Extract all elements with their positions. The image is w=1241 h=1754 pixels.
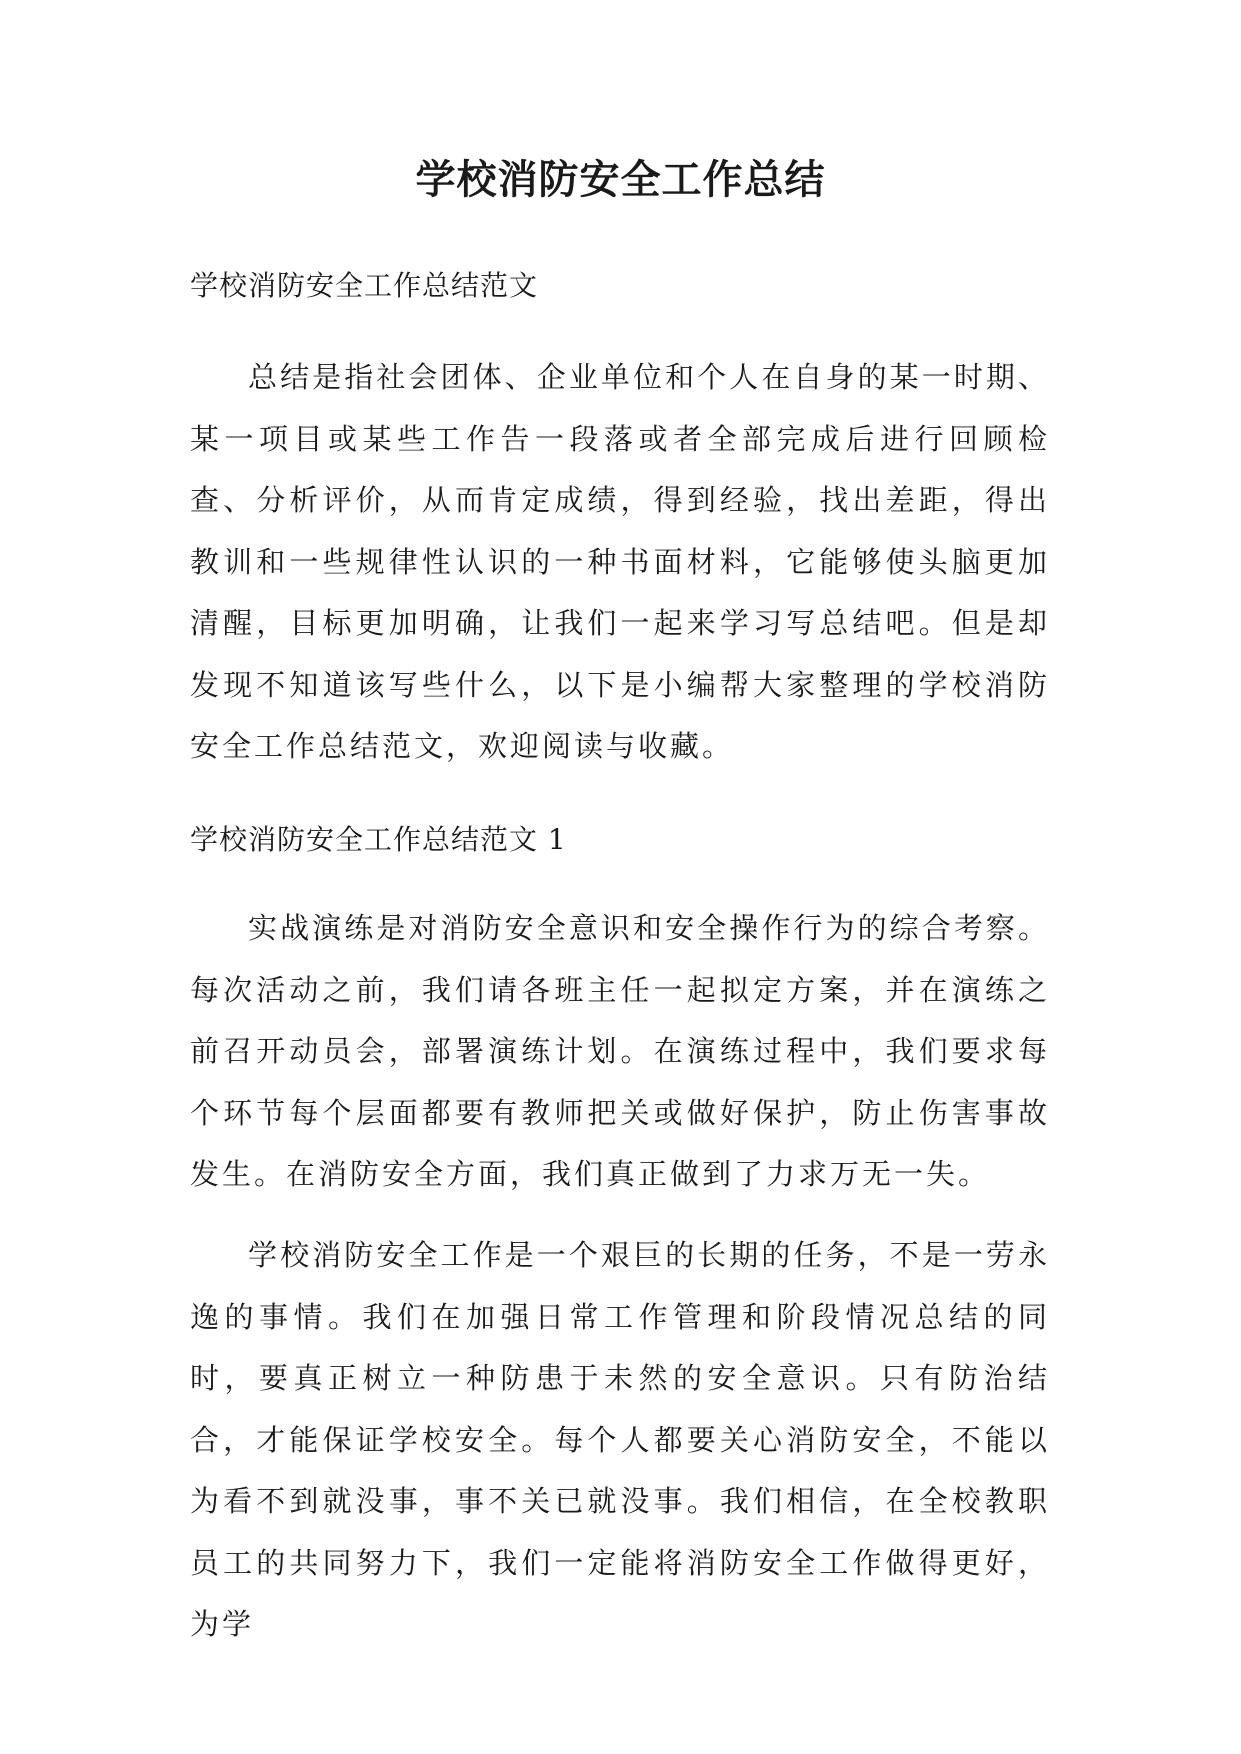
document-title: 学校消防安全工作总结 [415,157,826,203]
section-heading-sample-1: 学校消防安全工作总结范文 1 [190,823,567,856]
paragraph-long-term-task: 学校消防安全工作是一个艰巨的长期的任务，不是一劳永逸的事情。我们在加强日常工作管理和阶段情况总结的同时，要真正树立一种防患于未然的安全意识。只有防治结合，才能保证学校安全。每个人都要关心消防安全，不能以为看不到就没事，事不关已就没事。我们相信，在全校教职员工的共同努力下，我们一定能将消防安全工作做得更好，为学 [190,1238,1050,1641]
section-heading-intro: 学校消防安全工作总结范文 [190,269,539,302]
paragraph-intro: 总结是指社会团体、企业单位和个人在自身的某一时期、某一项目或某些工作告一段落或者全部完成后进行回顾检查、分析评价，从而肯定成绩，得到经验，找出差距，得出教训和一些规律性认识的一种书面材料，它能够使头脑更加清醒，目标更加明确，让我们一起来学习写总结吧。但是却发现不知道该写些什么，以下是小编帮大家整理的学校消防安全工作总结范文，欢迎阅读与收藏。 [190,360,1050,763]
paragraph-drill: 实战演练是对消防安全意识和安全操作行为的综合考察。每次活动之前，我们请各班主任一起拟定方案，并在演练之前召开动员会，部署演练计划。在演练过程中，我们要求每个环节每个层面都要有教师把关或做好保护，防止伤害事故发生。在消防安全方面，我们真正做到了力求万无一失。 [190,911,1050,1191]
